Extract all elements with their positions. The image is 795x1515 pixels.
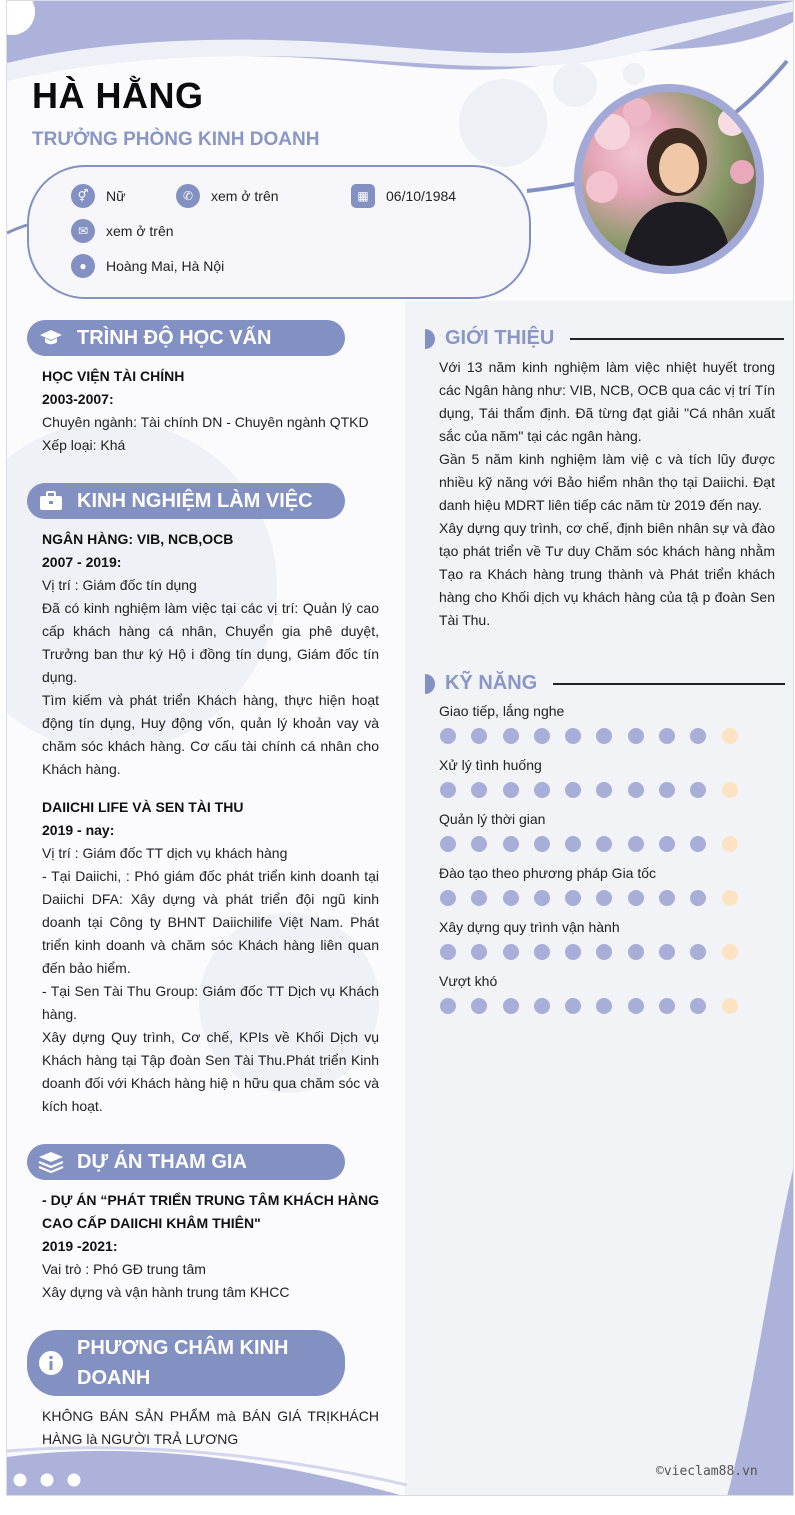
intro-heading: GIỚI THIỆU — [425, 327, 784, 350]
skill-dot-empty — [722, 944, 738, 960]
skill-dot-filled — [690, 944, 706, 960]
skill-dot-filled — [659, 782, 675, 798]
gender-value: Nữ — [106, 188, 126, 204]
skill-dot-filled — [565, 728, 581, 744]
job-period: 2007 - 2019: — [42, 554, 122, 570]
calendar-icon: ▦ — [351, 184, 375, 208]
project-name: - DỰ ÁN “PHÁT TRIỂN TRUNG TÂM KHÁCH HÀNG CAO CẤP DAIICHI KHÂM THIÊN" — [42, 1192, 379, 1231]
skill-dot-filled — [534, 836, 550, 852]
skill-dot-filled — [503, 782, 519, 798]
job-description: Tìm kiếm và phát triển Khách hàng, thực hiện hoạt động tín dụng, Huy động vốn, quản lý khoản vay và chăm sóc khách hàng. Cơ cấu tài chính cá nhân cho Khách hàng. — [42, 692, 379, 777]
cv-page — [6, 0, 794, 1496]
skill-dot-filled — [659, 728, 675, 744]
job-period: 2019 - nay: — [42, 822, 115, 838]
info-icon — [37, 1349, 65, 1377]
skill-dot-filled — [471, 998, 487, 1014]
skill-rating — [440, 782, 753, 798]
contact-birthday — [351, 184, 456, 208]
skill-name: Xây dựng quy trình vận hành — [439, 919, 620, 935]
project-description: Xây dựng và vận hành trung tâm KHCC — [42, 1284, 290, 1300]
skill-dot-filled — [565, 890, 581, 906]
skill-dot-filled — [596, 944, 612, 960]
skill-rating — [440, 944, 753, 960]
skill-dot-filled — [659, 998, 675, 1014]
skill-dot-filled — [440, 890, 456, 906]
heading-rule — [553, 683, 785, 685]
location-icon: ● — [71, 254, 95, 278]
skill-rating — [440, 998, 753, 1014]
layers-icon — [37, 1148, 65, 1176]
skill-dot-filled — [565, 998, 581, 1014]
phone-icon: ✆ — [176, 184, 200, 208]
heading-marker — [425, 674, 435, 694]
job-company: DAIICHI LIFE VÀ SEN TÀI THU — [42, 799, 244, 815]
education-grade: Xếp loại: Khá — [42, 437, 126, 453]
skill-dot-empty — [722, 836, 738, 852]
job-description: Xây dựng Quy trình, Cơ chế, KPIs về Khối Dịch vụ Khách hàng tại Tập đoàn Sen Tài Thu.Phát triển Kinh doanh đối với Khách hàng hiệ n hữu qua chăm sóc và kích hoạt. — [42, 1029, 379, 1114]
graduation-cap-icon — [37, 324, 65, 352]
skill-dot-filled — [565, 836, 581, 852]
skill-dot-empty — [722, 998, 738, 1014]
watermark: ©vieclam88.vn — [656, 1464, 758, 1479]
contact-address — [71, 254, 224, 278]
job-company: NGÂN HÀNG: VIB, NCB,OCB — [42, 531, 234, 547]
skill-dot-empty — [722, 782, 738, 798]
skill-dot-filled — [628, 890, 644, 906]
skill-dot-filled — [690, 782, 706, 798]
deco-circle — [459, 79, 547, 167]
skill-name: Giao tiếp, lắng nghe — [439, 703, 565, 719]
job-description: - Tại Sen Tài Thu Group: Giám đốc TT Dịch vụ Khách hàng. — [42, 983, 379, 1022]
skill-rating — [440, 728, 753, 744]
skill-dot-filled — [471, 728, 487, 744]
contact-email — [71, 219, 174, 243]
skill-dot-empty — [722, 728, 738, 744]
motto-heading: PHƯƠNG CHÂM KINH DOANH — [27, 1330, 345, 1396]
skill-dot-filled — [628, 836, 644, 852]
skill-dot-filled — [534, 890, 550, 906]
email-icon: ✉ — [71, 219, 95, 243]
skill-dot-filled — [440, 782, 456, 798]
candidate-title: TRƯỞNG PHÒNG KINH DOANH — [32, 129, 320, 150]
contact-phone — [176, 184, 279, 208]
education-major: Chuyên ngành: Tài chính DN - Chuyên ngành QTKD — [42, 414, 369, 430]
intro-paragraph: Xây dựng quy trình, cơ chế, định biên nhân sự và đào tạo phát triển về Tư duy Chăm sóc khách hàng nhằm Tạo ra Khách hàng trung thành và Phát triển khách hàng cho Khối dịch vụ khách hàng của tậ p đoàn Sen Tài Thu. — [439, 520, 775, 628]
skill-dot-filled — [440, 998, 456, 1014]
education-heading: TRÌNH ĐỘ HỌC VẤN — [27, 320, 345, 356]
deco-circle — [623, 63, 645, 85]
address-value: Hoàng Mai, Hà Nội — [106, 258, 225, 274]
skill-rating — [440, 836, 753, 852]
skill-dot-filled — [596, 836, 612, 852]
skill-dot-filled — [690, 890, 706, 906]
intro-paragraph: Với 13 năm kinh nghiệm làm việc nhiệt huyết trong các Ngân hàng như: VIB, NCB, OCB qua các vị trí Tín dụng, Tái thẩm định. Đã từng đạt giải "Cá nhân xuất sắc của năm" tại các ngân hàng. — [439, 359, 775, 444]
skill-dot-filled — [503, 728, 519, 744]
candidate-name: HÀ HẰNG — [32, 75, 204, 116]
skill-dot-filled — [690, 836, 706, 852]
skill-dot-filled — [659, 890, 675, 906]
avatar — [582, 92, 756, 266]
skill-dot-filled — [503, 998, 519, 1014]
skill-dot-filled — [628, 782, 644, 798]
skill-rating — [440, 890, 753, 906]
right-bottom-wave — [687, 1161, 794, 1496]
skill-dot-filled — [565, 944, 581, 960]
skill-dot-filled — [534, 998, 550, 1014]
skill-dot-filled — [596, 782, 612, 798]
job-position: Vị trí : Giám đốc TT dịch vụ khách hàng — [42, 845, 288, 861]
skill-dot-empty — [722, 890, 738, 906]
intro-paragraph: Gần 5 năm kinh nghiệm làm việ c và tích lũy được nhiều kỹ năng với Bảo hiểm nhân thọ tại Daiichi. Đạt danh hiệu MDRT liên tiếp các năm từ 2019 đến nay. — [439, 451, 775, 513]
skill-dot-filled — [534, 944, 550, 960]
skill-dot-filled — [503, 836, 519, 852]
deco-circle — [553, 63, 597, 107]
skill-dot-filled — [596, 890, 612, 906]
skill-dot-filled — [628, 728, 644, 744]
heading-marker — [425, 329, 435, 349]
email-value: xem ở trên — [106, 223, 174, 239]
skill-name: Xử lý tình huống — [439, 757, 542, 773]
skill-dot-filled — [659, 836, 675, 852]
skill-dot-filled — [503, 944, 519, 960]
skill-dot-filled — [471, 836, 487, 852]
education-period: 2003-2007: — [42, 391, 114, 407]
skill-name: Quản lý thời gian — [439, 811, 546, 827]
skill-dot-filled — [534, 782, 550, 798]
project-period: 2019 -2021: — [42, 1238, 118, 1254]
gender-icon: ⚥ — [71, 184, 95, 208]
phone-value: xem ở trên — [211, 188, 279, 204]
skill-dot-filled — [503, 890, 519, 906]
heading-rule — [570, 338, 784, 340]
skill-dot-filled — [440, 836, 456, 852]
skill-dot-filled — [659, 944, 675, 960]
skill-name: Vượt khó — [439, 973, 498, 989]
skill-dot-filled — [596, 728, 612, 744]
motto-text: KHÔNG BÁN SẢN PHẨM mà BÁN GIÁ TRỊKHÁCH HÀNG là NGƯỜI TRẢ LƯƠNG — [42, 1408, 379, 1447]
skill-dot-filled — [440, 728, 456, 744]
birthday-value: 06/10/1984 — [386, 188, 457, 204]
skill-dot-filled — [690, 998, 706, 1014]
job-description: Đã có kinh nghiệm làm việc tại các vị trí: Quản lý cao cấp khách hàng cá nhân, Chuyển gia phê duyệt, Trưởng ban thư ký Hộ i đồng tín dụng, Giám đốc tín dụng. — [42, 600, 379, 685]
job-description: - Tại Daiichi, : Phó giám đốc phát triển kinh doanh tại Daiichi DFA: Xây dựng và phát triển đội ngũ kinh doanh tại Công ty BHNT Daiichilife Việt Nam. Phát triển kinh doanh và chăm sóc Khách hàng liên quan đến bảo hiểm. — [42, 868, 379, 976]
education-school: HỌC VIỆN TÀI CHÍNH — [42, 368, 185, 384]
contact-gender — [71, 184, 125, 208]
skill-name: Đào tạo theo phương pháp Gia tốc — [439, 865, 657, 881]
skill-dot-filled — [628, 944, 644, 960]
skill-dot-filled — [534, 728, 550, 744]
projects-heading: DỰ ÁN THAM GIA — [27, 1144, 345, 1180]
experience-heading: KINH NGHIỆM LÀM VIỆC — [27, 483, 345, 519]
skill-dot-filled — [628, 998, 644, 1014]
skills-heading: KỸ NĂNG — [425, 672, 785, 695]
skill-dot-filled — [690, 728, 706, 744]
skill-dot-filled — [565, 782, 581, 798]
skill-dot-filled — [440, 944, 456, 960]
project-role: Vai trò : Phó GĐ trung tâm — [42, 1261, 206, 1277]
skill-dot-filled — [471, 782, 487, 798]
skill-dot-filled — [596, 998, 612, 1014]
skill-dot-filled — [471, 944, 487, 960]
job-position: Vị trí : Giám đốc tín dụng — [42, 577, 197, 593]
briefcase-icon — [37, 487, 65, 515]
skill-dot-filled — [471, 890, 487, 906]
